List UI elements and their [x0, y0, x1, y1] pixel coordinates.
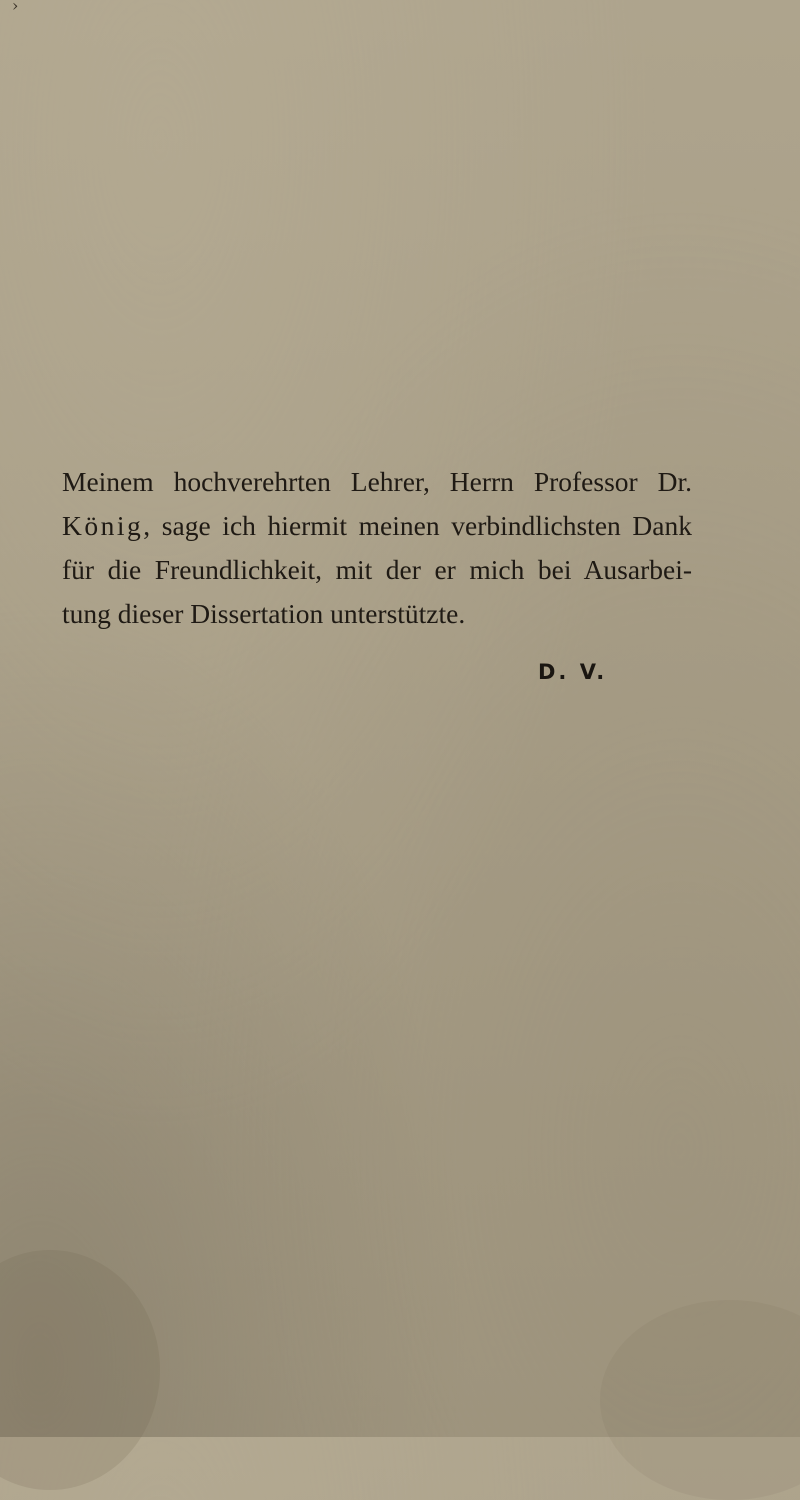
dedication-line-1: Meinem hochverehrten Lehrer, Herrn Professor Dr. — [62, 466, 692, 497]
author-initials: D. V. — [538, 660, 608, 684]
paper-stain — [0, 1250, 160, 1490]
dedication-line-4: tung dieser Dissertation unterstützte. — [62, 598, 466, 629]
dedication-line-2 — [62, 504, 692, 548]
dedication-line-2-text: , sage ich hiermit meinen verbindlichsten Dank — [143, 510, 692, 541]
page-corner-mark: › — [12, 0, 19, 15]
dedication-line-3: für die Freundlichkeit, mit der er mich bei Ausarbei- — [62, 554, 692, 585]
paper-stain — [600, 1300, 800, 1500]
professor-name: König — [62, 510, 144, 541]
dedication-paragraph — [62, 460, 692, 636]
